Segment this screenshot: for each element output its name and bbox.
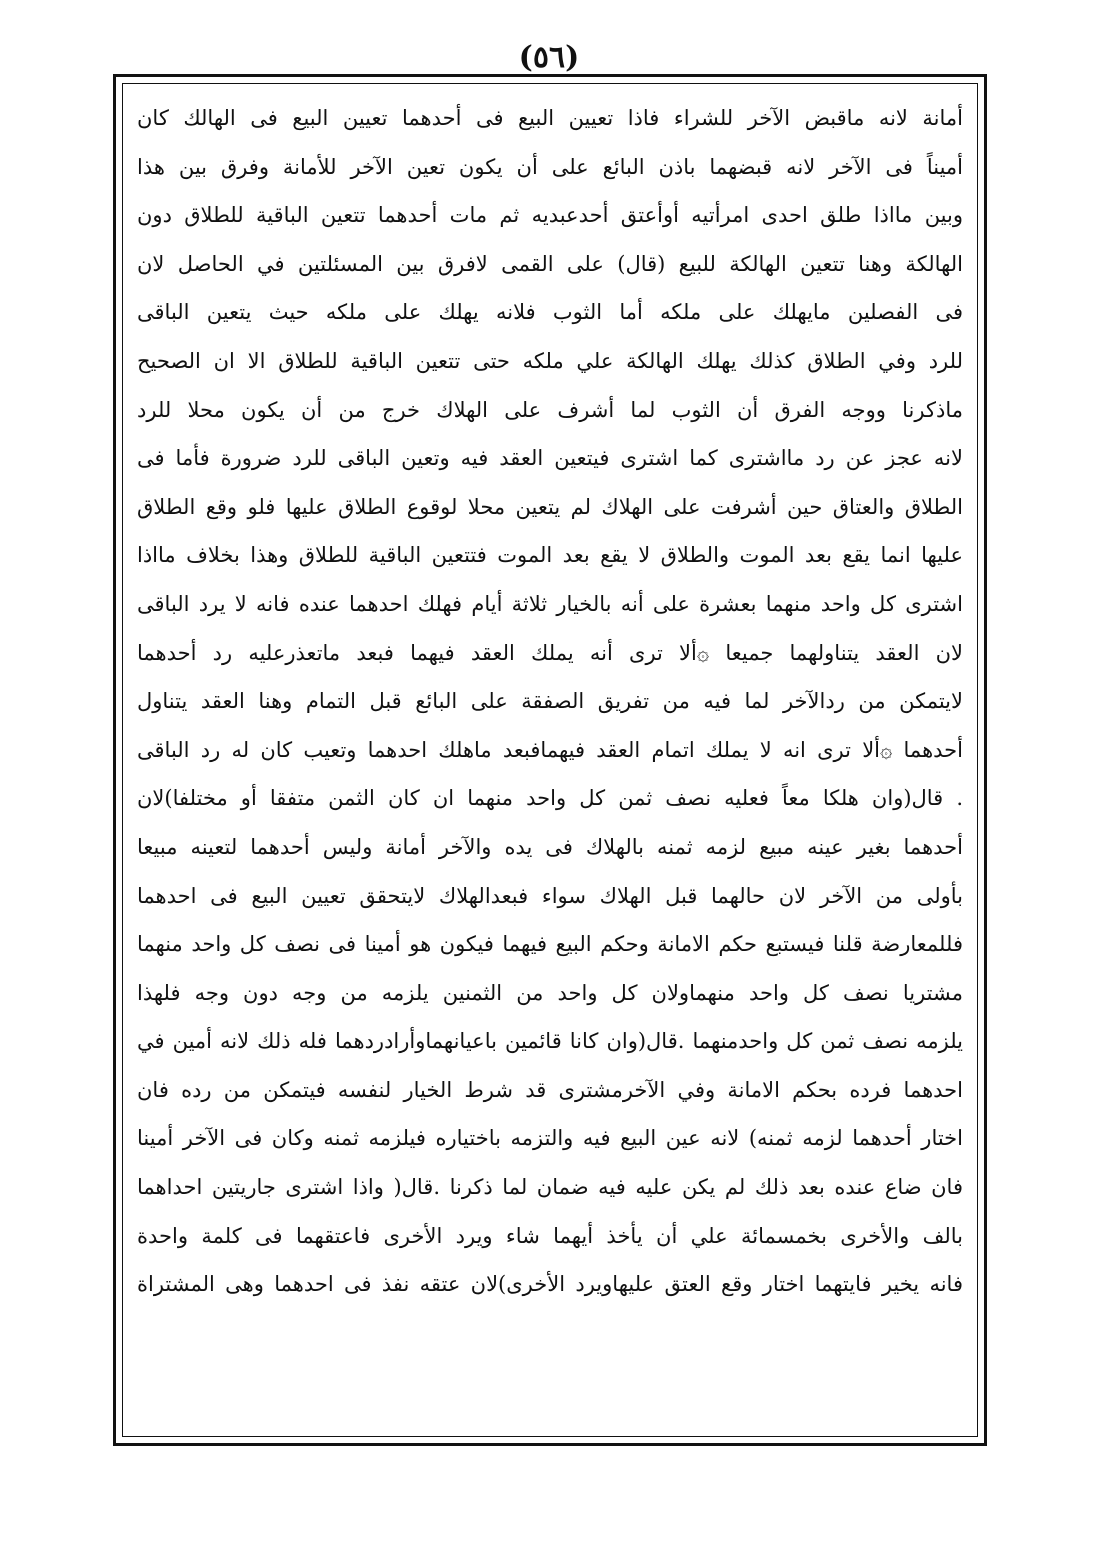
text-line: وبين مااذا طلق احدى امرأتيه أوأعتق أحدعبديه ثم مات أحدهما تتعين الباقية للطلاق دون <box>137 203 963 228</box>
text-line: لايتمكن من ردالآخر لما فيه من تفريق الصفقة على البائع قبل التمام وهنا العقد يتناول <box>137 689 963 714</box>
text-line: مشتريا نصف كل واحد منهماولان كل واحد من الثمنين يلزمه من وجه دون وجه فلهذا <box>137 980 963 1005</box>
text-line: لانه عجز عن رد مااشترى كما اشترى فيتعين العقد فيه وتعين الباقى للرد ضرورة فأما فى <box>137 446 963 471</box>
page-number: (٥٦) <box>518 40 580 75</box>
text-line: اشترى كل واحد منهما بعشرة على أنه بالخيار ثلاثة أيام فهلك احدهما عنده فانه لا يرد الباقى <box>137 591 963 616</box>
text-frame-outer <box>113 74 987 1446</box>
text-line: بالف والأخرى بخمسمائة علي أن يأخذ أيهما شاء ويرد الأخرى فاعتقهما فى كلمة واحدة <box>137 1223 963 1248</box>
text-line: بأولى من الآخر لان حالهما قبل الهلاك سواء فبعدالهلاك لايتحقق تعيين البيع فى احدهما <box>137 883 963 908</box>
text-line: ماذكرنا ووجه الفرق أن الثوب لما أشرف على الهلاك خرج من أن يكون محلا للرد <box>137 397 963 422</box>
text-line: لان العقد يتناولهما جميعا ۞ألا ترى أنه يملك العقد فيهما فبعد ماتعذرعليه رد أحدهما <box>137 640 963 665</box>
text-line: أمانة لانه ماقبض الآخر للشراء فاذا تعيين البيع فى أحدهما تعيين البيع فى الهالك كان <box>137 106 963 130</box>
text-line: . قال(وان هلكا معاً فعليه نصف ثمن كل واحد منهما ان كان الثمن متفقا أو مختلفا)لان <box>137 786 963 811</box>
text-line: الطلاق والعتاق حين أشرفت على الهلاك لم يتعين محلا لوقوع الطلاق عليها فلو وقع الطلاق <box>137 494 963 519</box>
text-line: احدهما فرده بحكم الامانة وفي الآخرمشترى قد شرط الخيار لنفسه فيتمكن من رده فان <box>137 1077 963 1102</box>
text-line: اختار أحدهما لزمه ثمنه) لانه عين البيع فيه والتزمه باختياره فيلزمه ثمنه وكان فى الآخر أمينا <box>137 1126 963 1151</box>
text-line: يلزمه نصف ثمن كل واحدمنهما .قال(وان كانا قائمين باعيانهماوأرادردهما فله ذلك لانه أمين في <box>137 1029 963 1054</box>
text-line: فللمعارضة قلنا فيستبع حكم الامانة وحكم البيع فيهما فيكون هو أمينا فى نصف كل واحد منهما <box>137 932 963 957</box>
text-line: الهالكة وهنا تتعين الهالكة للبيع (قال) على القمى لافرق بين المسئلتين في الحاصل لان <box>137 251 963 276</box>
text-line: أميناً فى الآخر لانه قبضهما باذن البائع على أن يكون تعين الآخر للأمانة وفرق بين هذا <box>137 154 963 179</box>
text-line: أحدهما بغير عينه مبيع لزمه ثمنه بالهلاك فى يده والآخر أمانة وليس أحدهما لتعينه مبيعا <box>137 834 963 859</box>
text-line: للرد وفي الطلاق كذلك يهلك الهالكة علي ملكه حتى تتعين الباقية للطلاق الا ان الصحيح <box>137 348 963 373</box>
text-body <box>137 94 963 1426</box>
text-frame-inner <box>122 83 978 1437</box>
text-line: فى الفصلين مايهلك على ملكه أما الثوب فلانه يهلك على ملكه حيث يتعين الباقى <box>137 300 963 325</box>
text-line: فانه يخير فايتهما اختار وقع العتق عليهاويرد الأخرى)لان عتقه نفذ فى احدهما وهى المشتراة <box>137 1272 963 1297</box>
text-line: عليها انما يقع بعد الموت والطلاق لا يقع بعد الموت فتتعين الباقية للطلاق وهذا بخلاف مااذا <box>137 543 963 568</box>
text-line: فان ضاع عنده بعد ذلك لم يكن عليه فيه ضمان لما ذكرنا .قال( واذا اشترى جاريتين احداهما <box>137 1175 963 1200</box>
text-line: أحدهما ۞ألا ترى انه لا يملك اتمام العقد فيهمافبعد ماهلك احدهما وتعيب كان له رد الباقى <box>137 737 963 762</box>
